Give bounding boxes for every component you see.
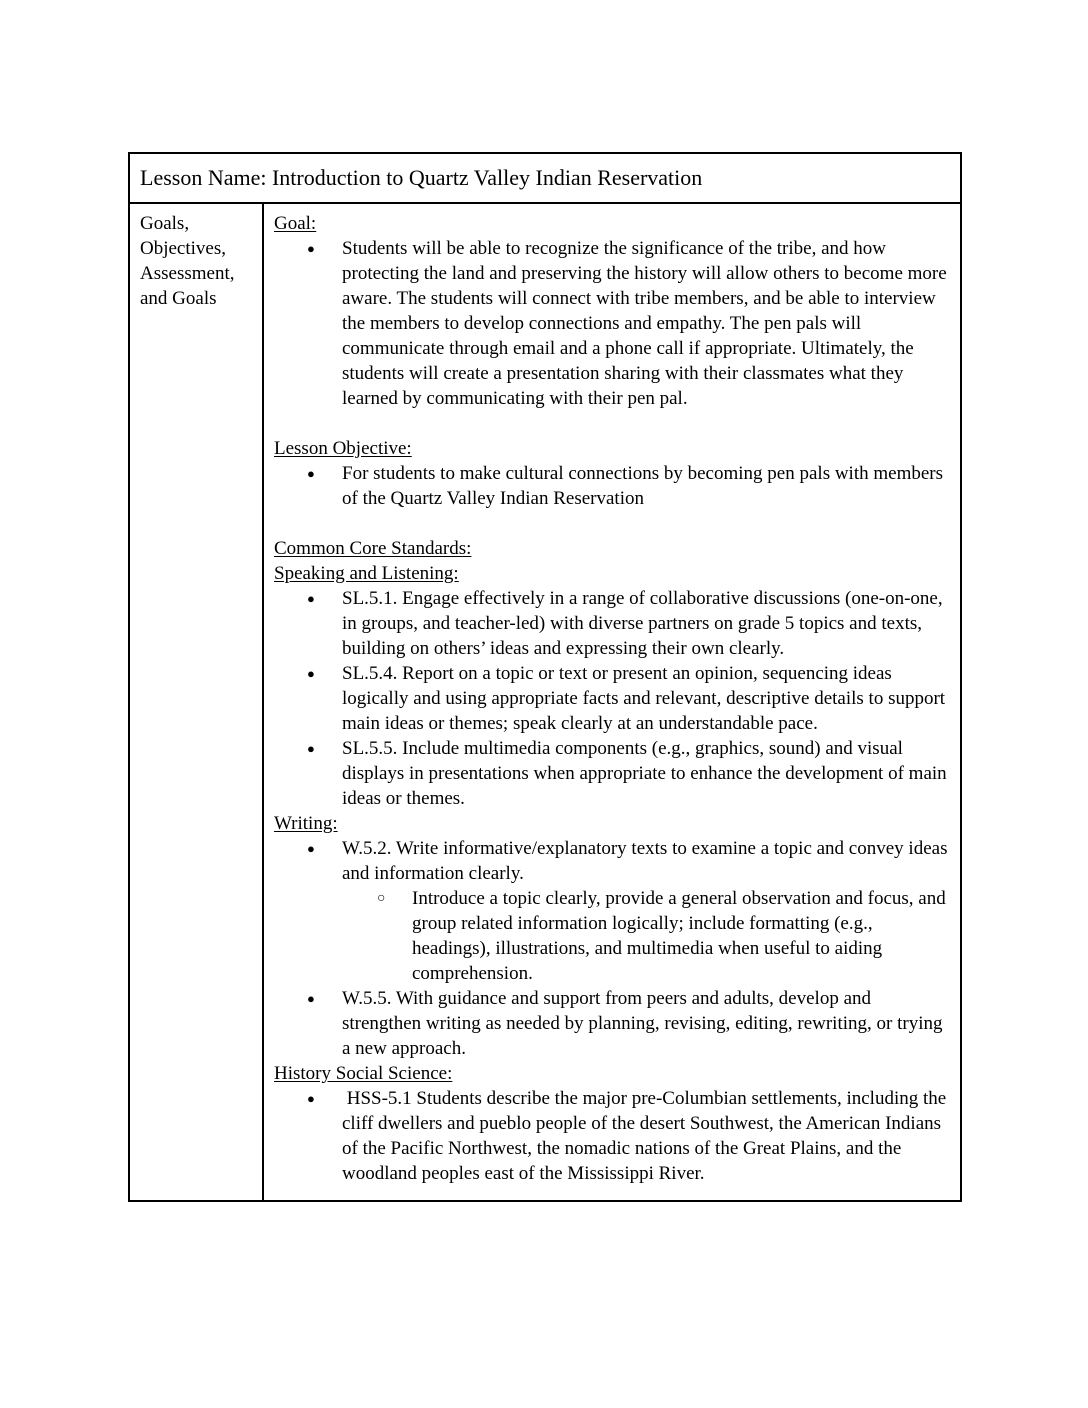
- list-item: [274, 661, 948, 736]
- w-5-2-sub-text: Introduce a topic clearly, provide a general observation and focus, and group related information logically; include formatting (e.g., headings), illustrations, and multimedia when useful to aiding comprehension.: [412, 888, 951, 984]
- lesson-name-title: Lesson Name: Introduction to Quartz Valley Indian Reservation: [140, 165, 703, 190]
- lesson-plan-table: [128, 152, 962, 1202]
- list-item: [274, 836, 953, 886]
- speaking-listening-heading: Speaking and Listening:: [274, 563, 459, 584]
- bullet-icon: ●: [307, 241, 315, 256]
- table-row: [130, 204, 960, 1200]
- bullet-icon: ●: [307, 591, 315, 606]
- lesson-objective-heading: Lesson Objective:: [274, 438, 412, 459]
- bullet-icon: ●: [307, 741, 315, 756]
- sl-5-5-text: SL.5.5. Include multimedia components (e.g., graphics, sound) and visual displays in presentations when appropriate to enhance the development of main ideas or themes.: [342, 738, 952, 809]
- list-item: [274, 986, 948, 1061]
- bullet-icon: ●: [307, 466, 315, 481]
- lesson-objective-bullet-text: For students to make cultural connections by becoming pen pals with members of the Quartz Valley Indian Reservation: [342, 463, 948, 509]
- row-content-cell: [264, 204, 960, 1200]
- bullet-icon: ●: [307, 841, 315, 856]
- goal-heading: Goal:: [274, 213, 317, 234]
- w-5-5-text: W.5.5. With guidance and support from peers and adults, develop and strengthen writing as needed by planning, revising, editing, rewriting, or trying a new approach.: [342, 988, 948, 1059]
- list-item: [274, 586, 948, 661]
- bullet-icon: ●: [307, 991, 315, 1006]
- sub-list-item: [274, 886, 951, 986]
- sl-5-4-text: SL.5.4. Report on a topic or text or present an opinion, sequencing ideas logically and using appropriate facts and relevant, descriptive details to support main ideas or themes; speak clearly at an understandable pace.: [342, 663, 950, 734]
- goal-bullet-text: Students will be able to recognize the significance of the tribe, and how protecting the land and preserving the history will allow others to become more aware. The students will connect with tribe members, and be able to interview the members to develop connections and empathy. The pen pals will communicate through email and a phone call if appropriate. Ultimately, the students will create a presentation sharing with their classmates what they learned by communicating with their pen pal.: [342, 238, 952, 409]
- hss-5-1-text: HSS-5.1 Students describe the major pre-Columbian settlements, including the cliff dwellers and pueblo people of the desert Southwest, the American Indians of the Pacific Northwest, the nomadic nations of the Great Plains, and the woodland peoples east of the Mississippi River.: [342, 1088, 951, 1184]
- bullet-icon: ●: [307, 1091, 315, 1106]
- w-5-2-text: W.5.2. Write informative/explanatory texts to examine a topic and convey ideas and information clearly.: [342, 838, 953, 884]
- blank-line: [274, 411, 948, 436]
- history-social-science-heading: History Social Science:: [274, 1063, 453, 1084]
- blank-line: [274, 511, 948, 536]
- hollow-bullet-icon: ○: [377, 891, 386, 906]
- row-label-cell: [130, 204, 264, 1200]
- list-item: [274, 1086, 951, 1186]
- row-label: Goals, Objectives, Assessment, and Goals: [140, 213, 235, 309]
- list-item: [274, 461, 948, 511]
- writing-heading: Writing:: [274, 813, 338, 834]
- list-item: [274, 236, 952, 411]
- sl-5-1-text: SL.5.1. Engage effectively in a range of collaborative discussions (one-on-one, in groups, and teacher-led) with diverse partners on grade 5 topics and texts, building on others’ ideas and expressing their own clearly.: [342, 588, 948, 659]
- common-core-heading: Common Core Standards:: [274, 538, 472, 559]
- bullet-icon: ●: [307, 666, 315, 681]
- list-item: [274, 736, 952, 811]
- lesson-name-header-row: [130, 154, 960, 204]
